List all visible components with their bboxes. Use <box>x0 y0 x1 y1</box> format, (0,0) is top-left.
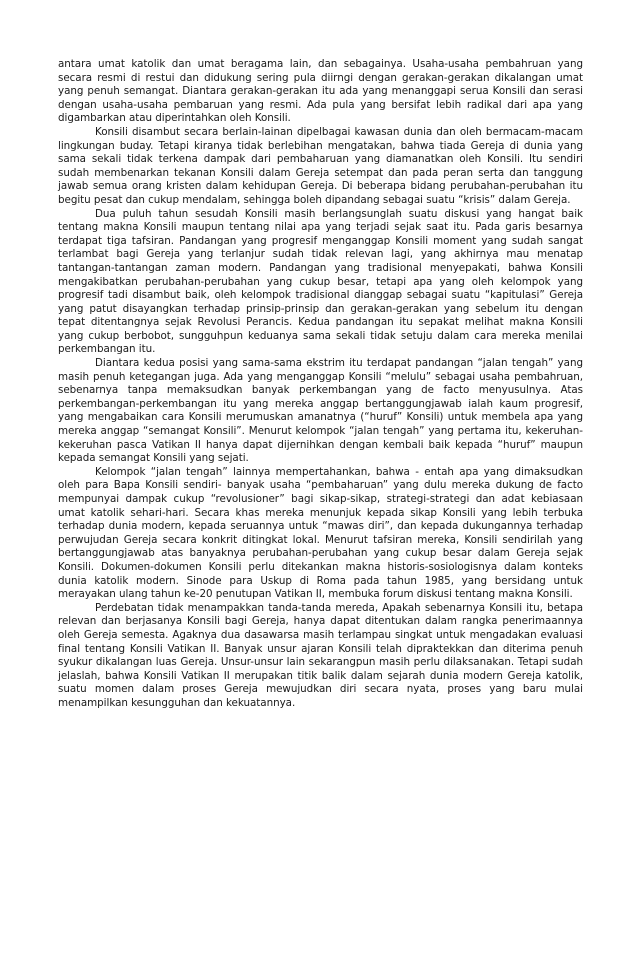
document-page <box>58 58 583 711</box>
paragraph-4: Diantara kedua posisi yang sama-sama ekstrim itu terdapat pandangan “jalan tengah” yang masih penuh ketegangan juga. Ada yang menganggap Konsili “melulu” sebagai usaha pembahruan, sebenarnya tanpa memaksudkan banyak perkembangan yang de facto menyusulnya. Atas perkembangan-perkembangan itu yang mereka anggap bertanggungjawab ialah kaum progresif, yang mengabaikan cara Konsili merumuskan amanatnya (“huruf” Konsili) untuk membela apa yang mereka anggap “semangat Konsili”. Menurut kelompok “jalan tengah” yang pertama itu, kekeruhan-kekeruhan pasca Vatikan II hanya dapat dijernihkan dengan kembali baik kepada “huruf” maupun kepada semangat Konsili yang sejati. <box>58 357 583 465</box>
paragraph-1: antara umat katolik dan umat beragama lain, dan sebagainya. Usaha-usaha pembahruan yang secara resmi di restui dan didukung sering pula diirngi dengan gerakan-gerakan dikalangan umat yang penuh semangat. Diantara gerakan-gerakan itu ada yang menanggapi serua Konsili dan serasi dengan usaha-usaha pembaruan yang resmi. Ada pula yang bersifat lebih radikal dari apa yang digambarkan atau diperintahkan oleh Konsili. <box>58 58 583 125</box>
paragraph-2: Konsili disambut secara berlain-lainan dipelbagai kawasan dunia dan oleh bermacam-macam lingkungan buday. Tetapi kiranya tidak berlebihan mengatakan, bahwa tiada Gereja di dunia yang sama sekali tidak terkena dampak dari pembaharuan yang diamanatkan oleh Konsili. Itu sendiri sudah membenarkan tekanan Konsili dalam Gereja setempat dan pada peran serta dan tanggung jawab semua orang kristen dalam kehidupan Gereja. Di beberapa bidang perubahan-perubahan itu begitu pesat dan cukup mendalam, sehingga boleh dipandang sebagai suatu “krisis” dalam Gereja. <box>58 125 583 206</box>
paragraph-3: Dua puluh tahun sesudah Konsili masih berlangsunglah suatu diskusi yang hangat baik tentang makna Konsili maupun tentang nilai apa yang terjadi sejak saat itu. Pada garis besarnya terdapat tiga tafsiran. Pandangan yang progresif menganggap Konsili moment yang sudah sangat terlambat bagi Gereja yang terlanjur sudah tidak relevan lagi, yang akhirnya mau menatap tantangan-tantangan zaman modern. Pandangan yang tradisional menyepakati, bahwa Konsili mengakibatkan perubahan-perubahan yang cukup besar, tetapi apa yang oleh kelompok yang progresif tadi disambut baik, oleh kelompok tradisional dianggap sebagai suatu “kapitulasi” Gereja yang patut disayangkan terhadap prinsip-prinsip dan gerakan-gerakan yang sebelum itu dengan tepat ditentangnya sejak Revolusi Perancis. Kedua pandangan itu sepakat melihat makna Konsili yang cukup berbobot, sungguhpun keduanya sama sekali tidak setuju dalam cara mereka menilai perkembangan itu. <box>58 207 583 356</box>
paragraph-6: Perdebatan tidak menampakkan tanda-tanda mereda, Apakah sebenarnya Konsili itu, betapa relevan dan berjasanya Konsili bagi Gereja, hanya dapat ditentukan dalam rangka penerimaannya oleh Gereja semesta. Agaknya dua dasawarsa masih terlampau singkat untuk mengadakan evaluasi final tentang Konsili Vatikan II. Banyak unsur ajaran Konsili telah dipraktekkan dan diterima penuh syukur dikalangan luas Gereja. Unsur-unsur lain sekarangpun masih perlu dilaksanakan. Tetapi sudah jelaslah, bahwa Konsili Vatikan II merupakan titik balik dalam sejarah dunia modern Gereja katolik, suatu momen dalam proses Gereja mewujudkan diri secara nyata, proses yang baru mulai menampilkan kesungguhan dan kekuatannya. <box>58 601 583 709</box>
paragraph-5: Kelompok “jalan tengah” lainnya mempertahankan, bahwa - entah apa yang dimaksudkan oleh para Bapa Konsili sendiri- banyak usaha “pembaharuan” yang dulu mereka dukung de facto mempunyai dampak cukup “revolusioner” bagi sikap-sikap, strategi-strategi dan adat kebiasaan umat katolik sehari-hari. Secara khas mereka menunjuk kepada sikap Konsili yang lebih terbuka terhadap dunia modern, kepada seruannya untuk “mawas diri”, dan kepada dukungannya terhadap perwujudan Gereja secara konkrit ditingkat lokal. Menurut tafsiran mereka, Konsili sendirilah yang bertanggungjawab atas banyaknya perubahan-perubahan yang cukup besar dalam Gereja sejak Konsili. Dokumen-dokumen Konsili perlu ditekankan makna historis-sosiologisnya dalam konteks dunia katolik modern. Sinode para Uskup di Roma pada tahun 1985, yang bersidang untuk merayakan ulang tahun ke-20 penutupan Vatikan II, membuka forum diskusi tentang makna Konsili. <box>58 465 583 601</box>
